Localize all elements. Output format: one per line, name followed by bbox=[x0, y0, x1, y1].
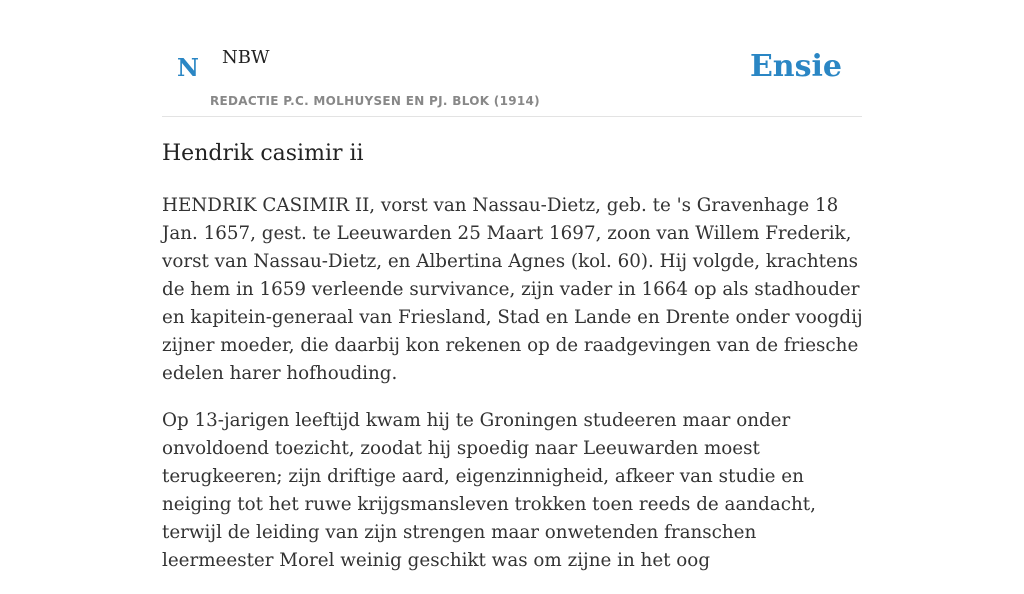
page-title: Hendrik casimir ii bbox=[162, 141, 364, 166]
source-logo-icon: N bbox=[177, 53, 199, 82]
brand-logo[interactable]: Ensie bbox=[749, 49, 842, 84]
article-paragraph-1: HENDRIK CASIMIR II, vorst van Nassau-Dietz, geb. te 's Gravenhage 18 Jan. 1657, gest. te Leeuwarden 25 Maart 1697, zoon van Willem Frederik, vorst van Nassau-Dietz, en Albertina Agnes (kol. 60). Hij volgde, krachtens de hem in 1659 verleende survivance, zijn vader in 1664 op als stadhouder en kapitein-generaal van Friesland, Stad en Lande en Drente onder voogdij zijner moeder, die daarbij kon rekenen op de raadgevingen van de friesche edelen harer hofhouding. bbox=[162, 195, 863, 384]
article-body bbox=[162, 192, 864, 594]
article-paragraph-2: Op 13-jarigen leeftijd kwam hij te Groningen studeeren maar onder onvoldoend toezicht, zoodat hij spoedig naar Leeuwarden moest terugkeeren; zijn driftige aard, eigenzinnigheid, afkeer van studie en neiging tot het ruwe krijgsmansleven trokken toen reeds de aandacht, terwijl de leiding van zijn strengen maar onwetenden franschen leermeester Morel weinig geschikt was om zijne in het oog bbox=[162, 410, 816, 571]
source-name[interactable]: NBW bbox=[222, 47, 270, 68]
source-subtitle: REDACTIE P.C. MOLHUYSEN EN PJ. BLOK (1914) bbox=[210, 94, 540, 108]
source-header bbox=[162, 0, 862, 117]
